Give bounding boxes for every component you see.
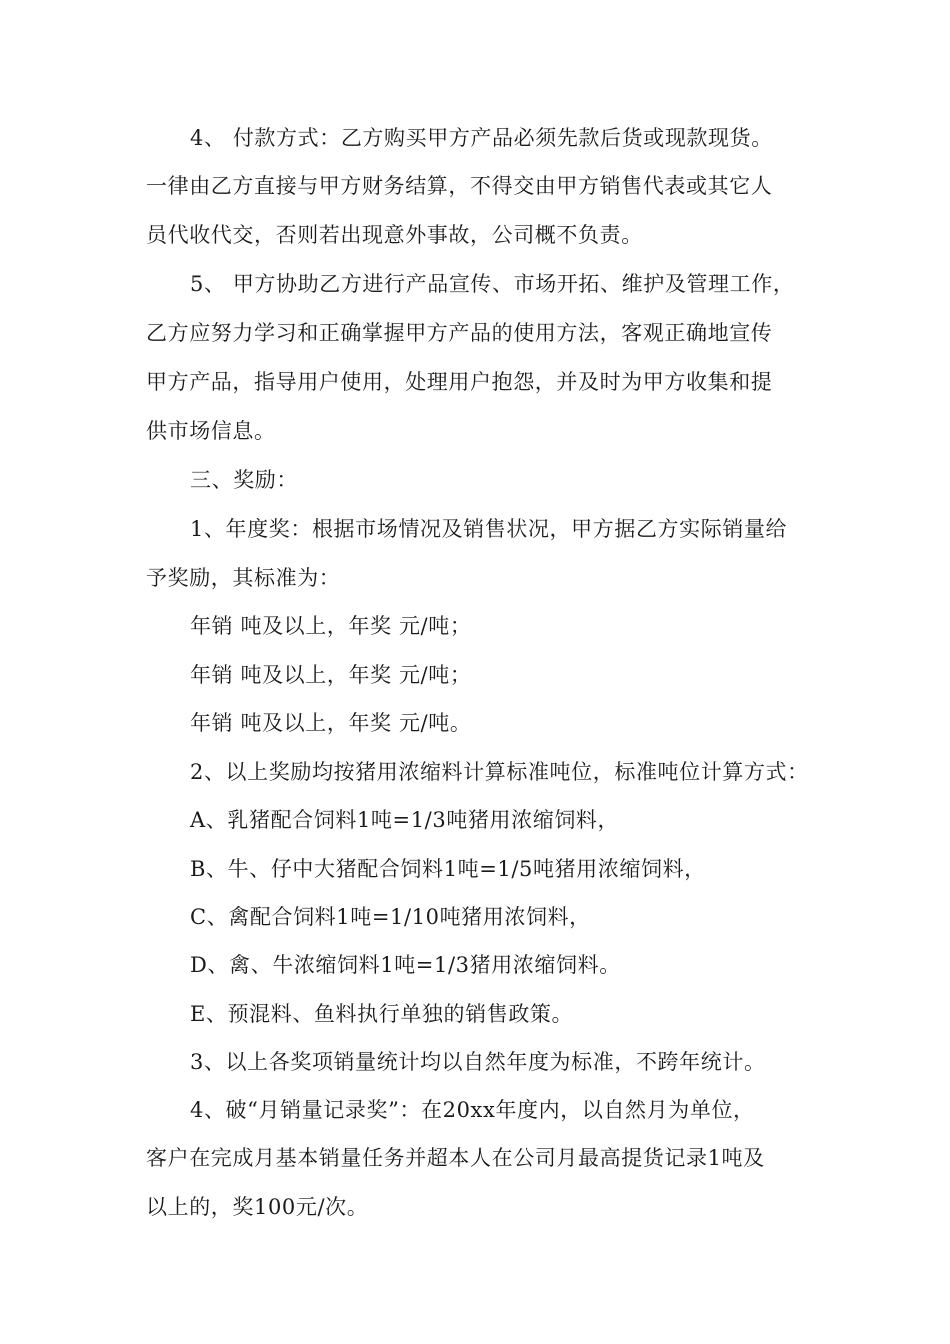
- conversion-item-d: D、禽、牛浓缩饲料1吨=1/3猪用浓缩饲料。: [190, 953, 621, 977]
- section-3-heading: 三、奖励：: [190, 468, 298, 492]
- paragraph-5-support-line-1: 5、 甲方协助乙方进行产品宣传、市场开拓、维护及管理工作，: [190, 272, 795, 296]
- annual-award-line-2: 予奖励，其标准为：: [146, 566, 341, 590]
- monthly-record-award-line-3: 以上的，奖100元/次。: [146, 1195, 369, 1219]
- conversion-item-a: A、乳猪配合饲料1吨=1/3吨猪用浓缩饲料，: [190, 808, 620, 832]
- conversion-item-c: C、禽配合饲料1吨=1/10吨猪用浓饲料，: [190, 905, 591, 929]
- paragraph-5-support-line-2: 乙方应努力学习和正确掌握甲方产品的使用方法，客观正确地宣传: [146, 321, 773, 345]
- paragraph-4-payment-line-2: 一律由乙方直接与甲方财务结算，不得交由甲方销售代表或其它人: [146, 174, 773, 198]
- paragraph-5-support-line-3: 甲方产品，指导用户使用，处理用户抱怨，并及时为甲方收集和提: [146, 370, 773, 394]
- annual-award-line-1: 1、年度奖：根据市场情况及销售状况，甲方据乙方实际销量给: [190, 517, 788, 541]
- award-tier-3: 年销 吨及以上，年奖 元/吨。: [190, 711, 472, 735]
- award-tier-1: 年销 吨及以上，年奖 元/吨；: [190, 614, 472, 638]
- paragraph-5-support-line-4: 供市场信息。: [146, 419, 276, 443]
- award-tier-2: 年销 吨及以上，年奖 元/吨；: [190, 663, 472, 687]
- tonnage-standard-intro: 2、以上奖励均按猪用浓缩料计算标准吨位，标准吨位计算方式：: [190, 760, 809, 784]
- statistics-rule: 3、以上各奖项销量统计均以自然年度为标准，不跨年统计。: [190, 1050, 766, 1074]
- conversion-item-e: E、预混料、鱼料执行单独的销售政策。: [190, 1002, 574, 1026]
- paragraph-4-payment-line-3: 员代收代交，否则若出现意外事故，公司概不负责。: [146, 223, 643, 247]
- paragraph-4-payment-line-1: 4、 付款方式：乙方购买甲方产品必须先款后货或现款现货。: [190, 126, 773, 150]
- monthly-record-award-line-2: 客户在完成月基本销量任务并超本人在公司月最高提货记录1吨及: [146, 1146, 765, 1170]
- conversion-item-b: B、牛、仔中大猪配合饲料1吨=1/5吨猪用浓缩饲料，: [190, 857, 706, 881]
- monthly-record-award-line-1: 4、破“月销量记录奖”：在20xx年度内，以自然月为单位，: [190, 1098, 755, 1122]
